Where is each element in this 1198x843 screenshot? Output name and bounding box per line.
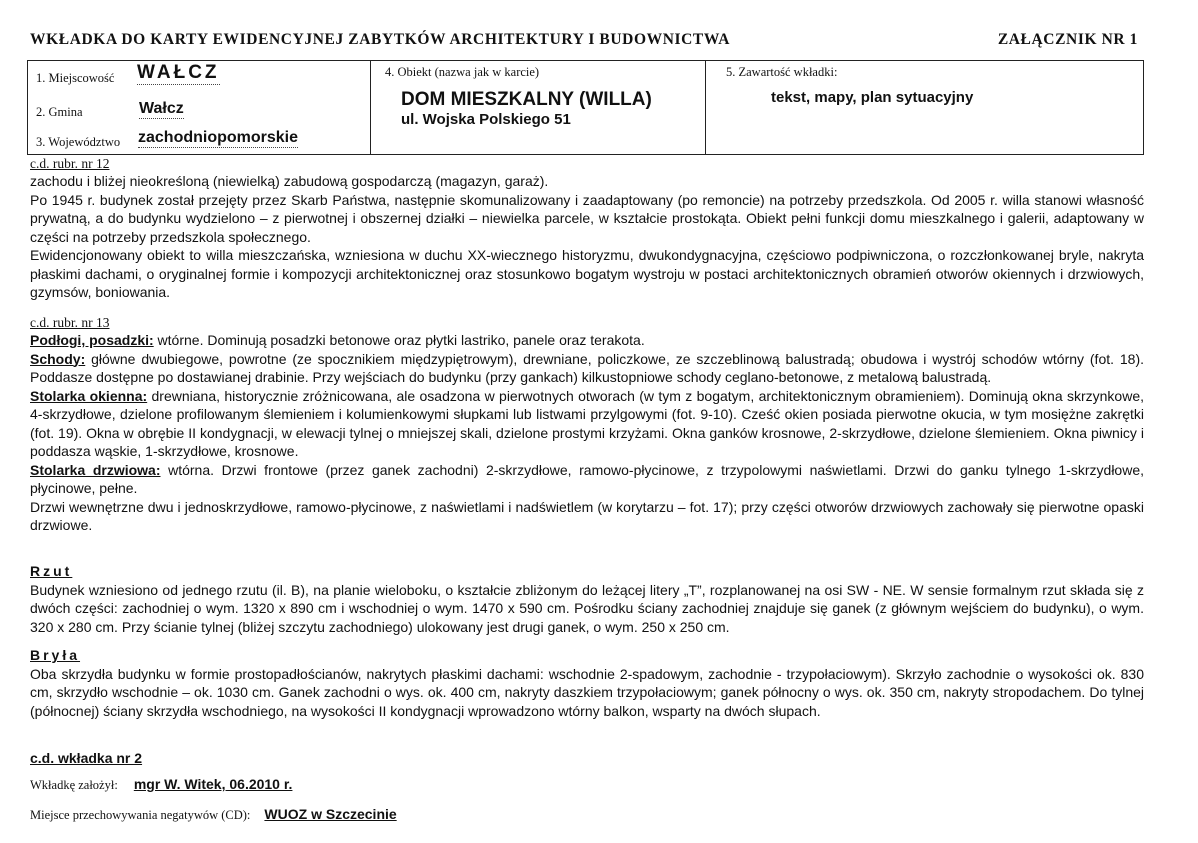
rubric-12-paragraph: Po 1945 r. budynek został przejęty przez Skarb Państwa, następnie skomunalizowany i zaadaptowany (po remoncie) na potrzeby przedszkola. Od 2005 r. willa stanowi własność prywatną, a do budynku wydzielono – z pierwotnej i obszernej działki – niewielka parcele, w kształcie prostokąta. Obiekt pełni funkcji domu mieszkalnego i galerii, adaptowany w części na potrzeby przedszkola społecznego. (30, 191, 1144, 245)
bryla-heading: Bryła (30, 647, 81, 663)
locality-value: WAŁCZ (137, 62, 220, 83)
rubric-12-section (30, 156, 1144, 302)
floors-paragraph (30, 331, 1144, 350)
document-title: WKŁADKA DO KARTY EWIDENCYJNEJ ZABYTKÓW ARCHITEKTURY I BUDOWNICTWA (30, 31, 731, 48)
storage-row (30, 806, 397, 824)
rubric-13-section (30, 315, 1144, 535)
author-value: mgr W. Witek, 06.2010 r. (133, 776, 293, 792)
stairs-text: główne dwubiegowe, powrotne (ze spocznikiem międzypiętrowym), drewniane, policzkowe, ze szczeblinową balustradą; obudowa i wystrój schodów wtórny (fot. 18). Poddasze dostępne po dostawianej drabinie. Przy wejściach do budynku (przy gankach) kilkustopniowe schody ceglano-betonowe, z metalową balustradą. (30, 350, 1144, 385)
locality-label: 1. Miejscowość (36, 71, 115, 85)
object-name: DOM MIESZKALNY (WILLA) (401, 89, 652, 110)
floors-text: wtórne. Dominują posadzki betonowe oraz płytki lastriko, panele oraz terakota. (153, 332, 645, 348)
storage-label: Miejsce przechowywania negatywów (CD): (30, 808, 251, 822)
voivodeship-label: 3. Województwo (36, 135, 121, 149)
rzut-section (30, 562, 1144, 636)
rzut-heading: Rzut (30, 563, 73, 579)
stairs-paragraph (30, 350, 1144, 387)
object-address: ul. Wojska Polskiego 51 (401, 111, 571, 128)
doors-text: wtórna. Drzwi frontowe (przez ganek zachodni) 2-skrzydłowe, ramowo-płycinowe, z trzypolowymi naświetlami. Drzwi do ganku tylnego 1-skrzydłowe, płycinowe, pełne. (30, 461, 1145, 496)
author-row (30, 776, 292, 794)
commune-label: 2. Gmina (36, 105, 83, 119)
windows-label: Stolarka okienna: (30, 387, 148, 404)
rubric-12-paragraph: zachodu i bliżej nieokreśloną (niewielką) zabudową gospodarczą (magazyn, garaż). (30, 173, 549, 189)
contents-column (705, 61, 1144, 154)
bryla-section (30, 646, 1144, 720)
doors-paragraph (30, 461, 1144, 498)
rubric-13-heading: c.d. rubr. nr 13 (30, 315, 110, 330)
author-label: Wkładkę założył: (30, 778, 118, 792)
rzut-paragraph: Budynek wzniesiono od jednego rzutu (il. B), na planie wieloboku, o kształcie zbliżonym do leżącej litery „T”, rozplanowanej na osi SW - NE. W sensie formalnym rzut składa się z dwóch części: zachodniej o wym. 1320 x 890 cm i wschodniej o wym. 1470 x 590 cm. Pośrodku ściany zachodniej znajduje się ganek (z głównym wejściem do budynku), o wym. 320 x 280 cm. Przy ścianie tylnej (bliżej szczytu zachodniego) ulokowany jest drugi ganek, o wym. 250 x 250 cm. (30, 581, 1144, 635)
object-column (370, 61, 706, 154)
object-label: 4. Obiekt (nazwa jak w karcie) (385, 65, 540, 79)
voivodeship-value: zachodniopomorskie (138, 129, 299, 146)
floors-label: Podłogi, posadzki: (30, 332, 154, 348)
rubric-12-paragraph: Ewidencjonowany obiekt to willa mieszczańska, wzniesiona w duchu XX-wiecznego historyzmu, dwukondygnacyjna, częściowo podpiwniczona, o rozczłonkowanej bryle, nakryta płaskimi dachami, o oryginalnej formie i kompozycji architektonicznej oraz stosunkowo bogatym wystroju w postaci architektonicznych obramień otworów okiennych i drzwiowych, gzymsów, boniowania. (30, 247, 1144, 300)
annex-number: ZAŁĄCZNIK NR 1 (997, 31, 1138, 48)
commune-value: Wałcz (139, 100, 184, 117)
windows-paragraph (30, 387, 1144, 461)
contents-value: tekst, mapy, plan sytuacyjny (771, 89, 974, 106)
header-fields-table (27, 60, 1144, 155)
continuation-note: c.d. wkładka nr 2 (30, 750, 143, 766)
windows-text: drewniana, historycznie zróżnicowana, ale osadzona w pierwotnych otworach (w tym z bogatym, architektonicznym obramieniem). Dominują okna skrzynkowe, 4-skrzydłowe, dzielone profilowanym ślemieniem i kolumienkowymi słupkami lub listwami przylgowymi (fot. 9-10). Cześć okien posiada pierwotne okucia, w tym mosiężne zakrętki (fot. 19). Okna w obrębie II kondygnacji, w elewacji tylnej o mniejszej skali, dzielone prostymi krzyżami. Okna ganków krosnowe, 2-skrzydłowe, dzielone ślemieniem. Okna piwnicy i poddasza wąskie, 1-skrzydłowe, krosnowe. (30, 387, 1145, 459)
bryla-paragraph: Oba skrzydła budynku w formie prostopadłościanów, nakrytych płaskimi dachami: wschodnie 2-spadowym, zachodnie - trzypołaciowym). Skrzyło zachodnie o wysokości ok. 830 cm, skrzydło wschodnie – ok. 1030 cm. Ganek zachodni o wys. ok. 400 cm, nakryty daszkiem trzypołaciowym; ganek północny o wys. ok. 350 cm, nakryty stropodachem. Do tylnej (północnej) ściany skrzydła wschodniego, na wysokości II kondygnacji wprowadzono wtórny balkon, wsparty na dwóch słupach. (30, 665, 1144, 719)
location-column (28, 61, 370, 154)
rubric-12-heading: c.d. rubr. nr 12 (30, 156, 110, 171)
doors-paragraph-2: Drzwi wewnętrzne dwu i jednoskrzydłowe, ramowo-płycinowe, z naświetlami i nadświetlem (w korytarzu – fot. 17); przy części otworów drzwiowych zachowały się pierwotne opaski drzwiowe. (30, 498, 1144, 533)
storage-value: WUOZ w Szczecinie (264, 806, 397, 822)
doors-label: Stolarka drzwiowa: (30, 461, 161, 478)
stairs-label: Schody: (30, 350, 86, 367)
contents-label: 5. Zawartość wkładki: (726, 65, 838, 79)
